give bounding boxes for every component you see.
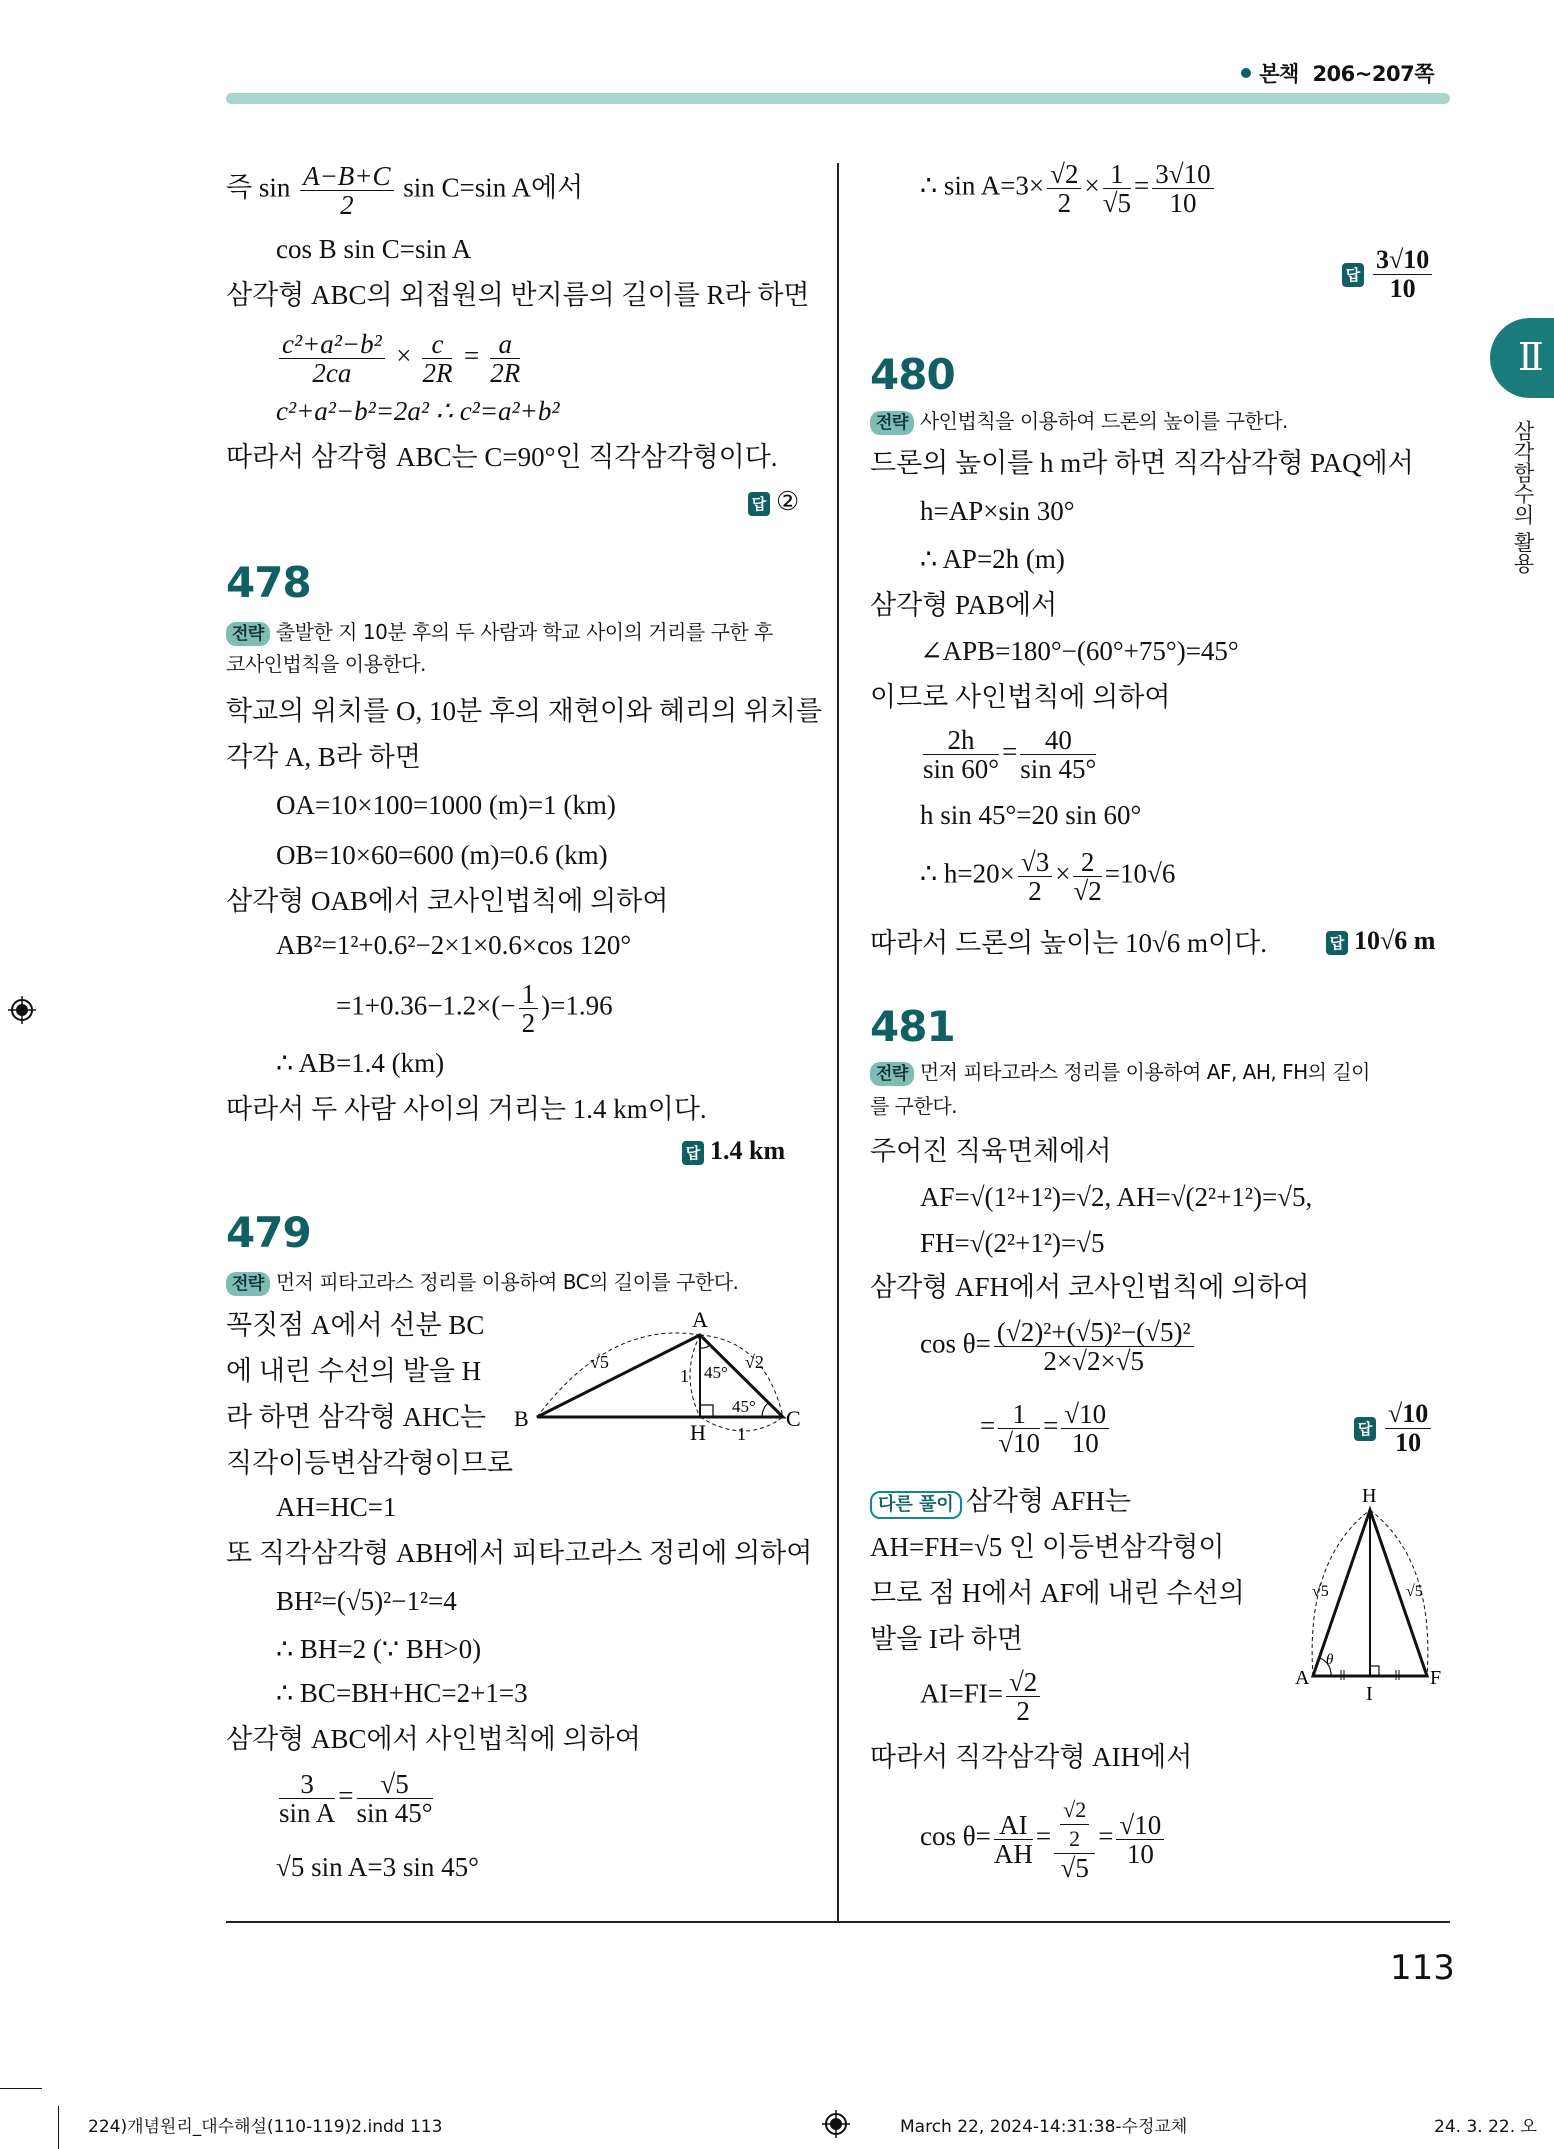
bullet-dot-icon [1241,68,1251,78]
svg-text:C: C [786,1406,801,1431]
p478-line-7: =1+0.36−1.2×(− $\frac{1}{2}$ )=1.96 [336,979,613,1038]
p480-line-2: h=AP×sin 30° [920,496,1075,526]
p480-line-6: 이므로 사인법칙에 의하여 [870,682,1171,712]
p479-line-12: √5 sin A=3 sin 45° [276,1852,479,1882]
answer-480: 답 10√6 m [1326,926,1435,956]
answer-badge-icon: 답 [1354,1417,1376,1441]
p479-line-11: $\frac{3}{\text{sin A}}$ = $\frac{√5}{\sin 45^\circ}$ [279,1769,433,1828]
p480-line-4: 삼각형 PAB에서 [870,590,1058,620]
crop-mark [0,2088,42,2089]
problem-number-478: 478 [226,558,311,607]
p480-line-5: ∠APB=180°−(60°+75°)=45° [920,636,1239,666]
book-page-reference [1241,58,1434,88]
svg-text:45°: 45° [704,1363,728,1382]
prev-line-1: 즉 sin $\frac{A-B+C}{2}$ sin C=sin A에서 [226,161,584,220]
problem-number-480: 480 [870,350,955,399]
p481-line-2: AF=√(1²+1²)=√2, AH=√(2²+1²)=√5, [920,1182,1313,1212]
bottom-rule [226,1921,1450,1923]
svg-text:1: 1 [737,1424,746,1444]
registration-mark-icon [822,2110,850,2138]
answer-badge-icon: 답 [748,492,770,516]
column-divider [837,163,839,1923]
strategy-480: 전략 사인법칙을 이용하여 드론의 높이를 구한다. [870,405,1288,437]
answer-badge-icon: 답 [1326,931,1348,955]
answer-481: 답 $\frac{√10}{10}$ [1354,1400,1434,1457]
p478-line-8: ∴ AB=1.4 (km) [276,1048,445,1078]
triangle-afh-diagram [1290,1480,1450,1700]
svg-text:1: 1 [680,1366,689,1386]
svg-text:F: F [1430,1667,1442,1689]
p478-line-1: 학교의 위치를 O, 10분 후의 재현이와 혜리의 위치를 [226,696,823,726]
prev-line-3: 삼각형 ABC의 외접원의 반지름의 길이를 R라 하면 [226,280,810,310]
alt-line-3: 므로 점 H에서 AF에 내린 수선의 [870,1578,1245,1608]
p479-line-6: 또 직각삼각형 ABH에서 피타고라스 정리에 의하여 [226,1538,813,1568]
strategy-tag: 전략 [870,1062,914,1086]
p478-line-3: OA=10×100=1000 (m)=1 (km) [276,790,616,820]
prev-line-2: cos B sin C=sin A [276,234,472,264]
p479-cont-line: ∴ sin A=3× $\frac{√2}{2}$ × $\frac{1}{√5}$ = $\frac{3√10}{10}$ [870,160,1217,217]
answer-479: 답 $\frac{3√10}{10}$ [1342,246,1435,303]
problem-number-481: 481 [870,1002,955,1051]
strategy-479: 전략 먼저 피타고라스 정리를 이용하여 BC의 길이를 구한다. [226,1266,738,1298]
triangle-abc-diagram [500,1300,820,1450]
p479-line-3: 라 하면 삼각형 AHC는 [226,1402,486,1432]
p479-line-1: 꼭짓점 A에서 선분 BC [226,1310,485,1340]
svg-text:H: H [1362,1485,1377,1507]
p481-line-3: FH=√(2²+1²)=√5 [920,1228,1105,1258]
ref-pages: 206~207쪽 [1312,62,1434,86]
svg-text:45°: 45° [732,1397,756,1416]
p479-line-10: 삼각형 ABC에서 사인법칙에 의하여 [226,1724,641,1754]
alt-line-7: cos θ= $\frac{AI}{AH}$ = $\frac{\frac{√2}{2}}{√5}$ = $\frac{√10}{10}$ [870,1796,1167,1882]
svg-text:√5: √5 [1312,1583,1329,1600]
p479-line-7: BH²=(√5)²−1²=4 [276,1586,457,1616]
p479-line-8: ∴ BH=2 (∵ BH>0) [276,1634,482,1664]
p481-line-1: 주어진 직육면체에서 [870,1136,1112,1166]
p480-line-3: ∴ AP=2h (m) [920,544,1065,574]
p480-line-1: 드론의 높이를 h m라 하면 직각삼각형 PAQ에서 [870,448,1414,478]
svg-text:√5: √5 [590,1352,609,1372]
answer-badge-icon: 답 [1342,263,1364,287]
page-number: 113 [1390,1948,1455,1988]
svg-text:θ: θ [1326,1652,1334,1668]
svg-text:B: B [514,1406,529,1431]
strategy-481: 전략 먼저 피타고라스 정리를 이용하여 AF, AH, FH의 길이 [870,1056,1370,1088]
strategy-tag: 전략 [226,622,270,646]
alt-solution-tag: 다른 풀이 [870,1491,962,1519]
prev-line-4: $\frac{\text{c²+a²−b²}}{2ca}$ × $\frac{c}{2R}$ = $\frac{a}{2R}$ [226,330,523,387]
chapter-title: 삼각함수의 활용 [1511,420,1535,574]
p478-line-6: AB²=1²+0.6²−2×1×0.6×cos 120° [276,930,632,960]
p480-line-10: 따라서 드론의 높이는 10√6 m이다. [870,928,1267,958]
crop-mark [58,2106,59,2149]
registration-mark-icon [8,996,36,1024]
strategy-tag: 전략 [226,1272,270,1296]
answer-477: 답 ② [748,487,799,517]
strategy-tag: 전략 [870,411,914,435]
svg-text:I: I [1366,1683,1373,1700]
ref-label: 본책 [1259,62,1299,86]
strategy-481-cont: 를 구한다. [870,1094,957,1118]
header-bar [226,93,1450,104]
alt-line-6: 따라서 직각삼각형 AIH에서 [870,1742,1193,1772]
slug-right: 24. 3. 22. 오 [1434,2117,1537,2137]
svg-text:A: A [692,1307,708,1332]
p478-line-4: OB=10×60=600 (m)=0.6 (km) [276,840,608,870]
p481-line-6: = $\frac{1}{√10}$ = $\frac{√10}{10}$ [870,1400,1112,1457]
p480-line-7: $\frac{2h}{\sin 60^\circ}$ = $\frac{40}{\sin 45^\circ}$ [923,725,1097,784]
alt-line-1: 다른 풀이 삼각형 AFH는 [870,1484,1131,1519]
alt-line-4: 발을 I라 하면 [870,1624,1023,1654]
p478-line-9: 따라서 두 사람 사이의 거리는 1.4 km이다. [226,1094,707,1124]
p481-line-4: 삼각형 AFH에서 코사인법칙에 의하여 [870,1272,1310,1302]
slug-date: March 22, 2024-14:31:38-수정교체 [900,2117,1188,2137]
strategy-478-cont: 코사인법칙을 이용한다. [226,652,426,676]
svg-text:H: H [690,1420,706,1445]
p478-line-5: 삼각형 OAB에서 코사인법칙에 의하여 [226,886,669,916]
alt-line-2: AH=FH=√5 인 이등변삼각형이 [870,1532,1225,1562]
prev-line-5: c²+a²−b²=2a² ∴ c²=a²+b² [276,396,560,426]
p479-line-9: ∴ BC=BH+HC=2+1=3 [276,1678,528,1708]
svg-text:√5: √5 [1406,1583,1423,1600]
problem-number-479: 479 [226,1208,311,1257]
p479-line-4: 직각이등변삼각형이므로 [226,1448,513,1478]
answer-badge-icon: 답 [682,1141,704,1165]
svg-text:√2: √2 [745,1352,764,1372]
strategy-478: 전략 출발한 지 10분 후의 두 사람과 학교 사이의 거리를 구한 후 [226,616,773,648]
p479-line-2: 에 내린 수선의 발을 H [226,1356,482,1386]
answer-478: 답 1.4 km [682,1136,785,1166]
p478-line-2: 각각 A, B라 하면 [226,742,421,772]
chapter-tab: Ⅱ [1490,318,1554,398]
alt-line-5: AI=FI= $\frac{√2}{2}$ [870,1668,1043,1725]
p480-line-9: ∴ h=20× $\frac{√3}{2}$ × $\frac{2}{√2}$ =10√6 [920,847,1176,906]
slug-filename: 224)개념원리_대수해설(110-119)2.indd 113 [88,2117,443,2137]
svg-text:A: A [1295,1667,1310,1689]
prev-line-6: 따라서 삼각형 ABC는 C=90°인 직각삼각형이다. [226,442,778,472]
p480-line-8: h sin 45°=20 sin 60° [920,800,1142,830]
p479-line-5: AH=HC=1 [276,1492,397,1522]
p481-line-5: cos θ= $\frac{\text{(√2)²+(√5)²−(√5)²}}{2\times√2\times√5}$ [870,1318,1197,1375]
